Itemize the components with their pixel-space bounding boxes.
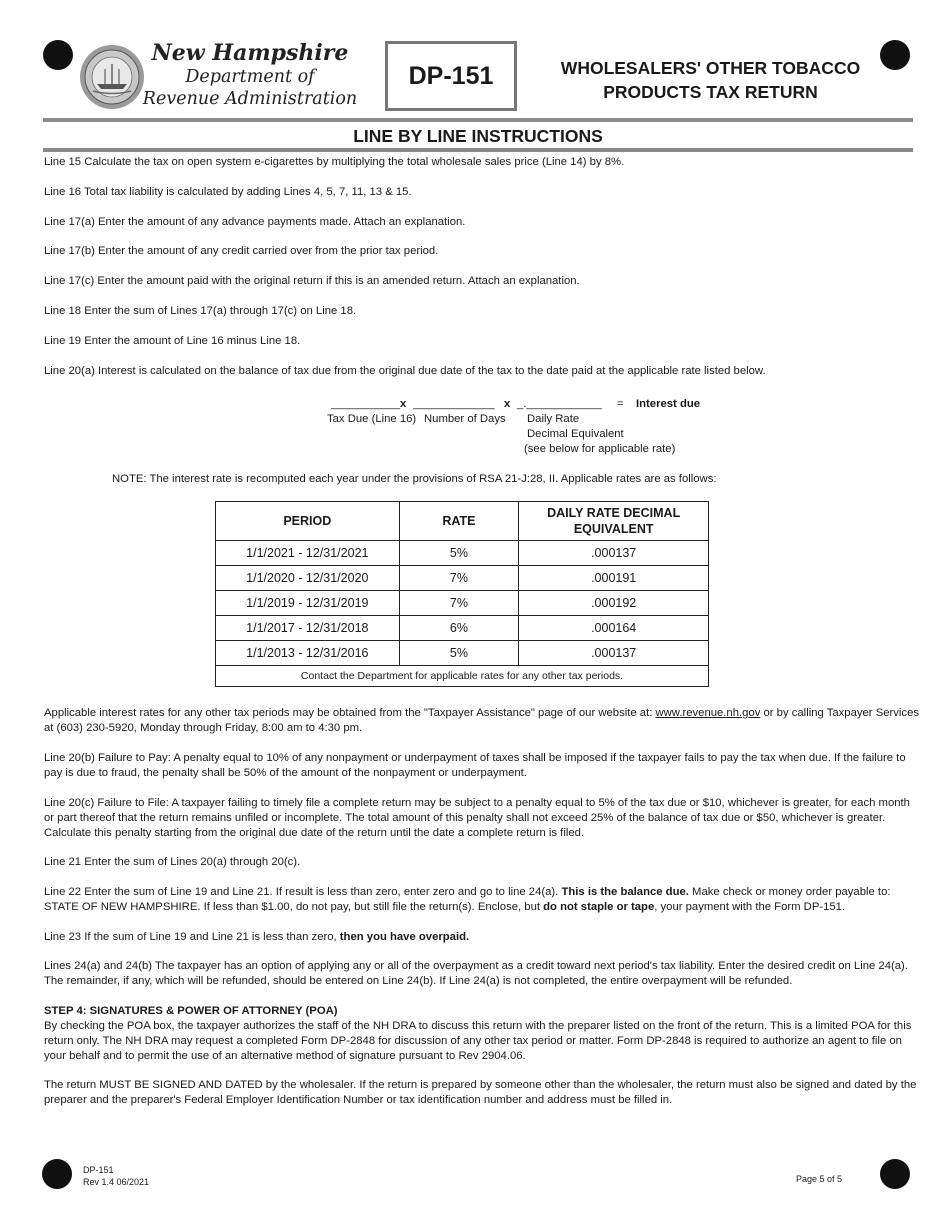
form-title-line1: WHOLESALERS' OTHER TOBACCO [560, 58, 861, 78]
period-cell: 1/1/2017 - 12/31/2018 [216, 616, 400, 641]
table-footer-note: Contact the Department for applicable rates for any other tax periods. [216, 666, 709, 687]
instruction-lines-24: Lines 24(a) and 24(b) The taxpayer has an option of applying any or all of the overpayment as a credit toward next period's tax liability. Enter the desired credit on Line 24(a). The remainder, if any, which will be refunded, should be entered on Line 24(b). If Line 24(a) is not completed, the entire overpayment will be refunded. [44, 960, 908, 987]
footer-form-number: DP-151 [83, 1165, 114, 1175]
table-row [216, 591, 709, 616]
period-cell: 1/1/2019 - 12/31/2019 [216, 591, 400, 616]
footer-revision: Rev 1.4 06/2021 [83, 1177, 150, 1187]
instruction-line-19: Line 19 Enter the amount of Line 16 minus Line 18. [44, 335, 301, 347]
registration-mark [43, 40, 73, 70]
instruction-line-17a: Line 17(a) Enter the amount of any advance payments made. Attach an explanation. [44, 216, 466, 228]
rate-cell: 7% [399, 591, 519, 616]
page-number: Page 5 of 5 [795, 1174, 842, 1184]
table-header-row [216, 502, 709, 541]
form-number: DP-151 [408, 61, 494, 90]
multiply-sign: x [400, 398, 407, 410]
instruction-line-21: Line 21 Enter the sum of Lines 20(a) through 20(c). [44, 856, 301, 868]
instruction-line-17b: Line 17(b) Enter the amount of any credit carried over from the prior tax period. [44, 245, 439, 257]
line-22-text: Make check or money order payable to: STATE OF NEW HAMPSHIRE. If less than $1.00, do not pay, but still file the return(s). Enclose, but [44, 886, 891, 913]
instruction-line-20b: Line 20(b) Failure to Pay: A penalty equal to 10% of any nonpayment or underpayment of taxes shall be imposed if the taxpayer fails to pay the tax when due. If the failure to pay is due to fraud, the penalty shall be 50% of the amount of the nonpayment or underpayment. [44, 752, 906, 779]
table-footer-row [216, 666, 709, 687]
form-title-line2: PRODUCTS TAX RETURN [603, 82, 818, 102]
line-22-text: Line 22 Enter the sum of Line 19 and Line 21. If result is less than zero, enter zero and go to line 24(a). [44, 886, 562, 898]
interest-rate-note: NOTE: The interest rate is recomputed each year under the provisions of RSA 21-J:28, II. Applicable rates are as follows: [112, 473, 717, 485]
step4-body: By checking the POA box, the taxpayer authorizes the staff of the NH DRA to discuss this return with the preparer listed on the front of the return. This is a limited POA for this return only. The NH DRA may request a completed Form DP-2848 for discussion of any other tax period or matter. Form DP-2848 is required to authorize an agent to file on your behalf and to permit the use of an alternative method of signature pursuant to Rev 2904.06. [44, 1020, 912, 1062]
instruction-line-23 [44, 930, 919, 945]
no-staple-emphasis: do not staple or tape [543, 901, 655, 913]
period-cell: 1/1/2021 - 12/31/2021 [216, 541, 400, 566]
column-header: PERIOD [216, 502, 400, 541]
section-heading: LINE BY LINE INSTRUCTIONS [353, 126, 603, 146]
instruction-line-20c: Line 20(c) Failure to File: A taxpayer failing to timely file a complete return may be subject to a penalty equal to 5% of the tax due or $10, whichever is greater, for each month or part thereof that the return remains unfiled or incomplete. The total amount of this penalty shall not exceed 25% of the balance of tax due or $50, whichever is greater. Calculate this penalty starting from the original due date of the return until the date a complete return is filed. [44, 797, 910, 839]
interest-rate-table [215, 501, 709, 687]
tax-due-caption: Tax Due (Line 16) [327, 413, 417, 425]
footer-form-id [83, 1164, 149, 1188]
rate-cell: 7% [399, 566, 519, 591]
instruction-line-22 [44, 885, 919, 915]
agency-name [140, 40, 360, 110]
header-rule-bottom [43, 148, 913, 152]
days-caption: Number of Days [424, 413, 506, 425]
instruction-line-16: Line 16 Total tax liability is calculated by adding Lines 4, 5, 7, 11, 13 & 15. [44, 186, 412, 198]
rate-blank: _.____________ [517, 398, 602, 410]
column-header: DAILY RATE DECIMAL EQUIVALENT [519, 502, 709, 541]
balance-due-emphasis: This is the balance due. [561, 886, 689, 898]
instruction-line-15: Line 15 Calculate the tax on open system e-cigarettes by multiplying the total wholesale sales price (Line 14) by 8%. [44, 156, 625, 168]
daily-rate-cell: .000191 [519, 566, 709, 591]
multiply-sign: x [504, 398, 511, 410]
form-title [548, 56, 873, 104]
rate-cell: 5% [399, 541, 519, 566]
interest-due-label: Interest due [636, 398, 701, 410]
applicable-rates-paragraph [44, 706, 919, 736]
applicable-rates-text: or by calling Taxpayer Services at (603) 230-5920, Monday through Friday, 8:00 am to 4:30 pm. [44, 707, 920, 734]
rate-cell: 6% [399, 616, 519, 641]
daily-rate-cell: .000137 [519, 541, 709, 566]
period-cell: 1/1/2020 - 12/31/2020 [216, 566, 400, 591]
daily-rate-cell: .000137 [519, 641, 709, 666]
daily-rate-cell: .000164 [519, 616, 709, 641]
rate-caption: (see below for applicable rate) [524, 443, 676, 455]
agency-state: New Hampshire [151, 40, 349, 66]
tax-due-blank: ___________ [331, 398, 401, 410]
instruction-line-18: Line 18 Enter the sum of Lines 17(a) through 17(c) on Line 18. [44, 305, 357, 317]
table-row [216, 541, 709, 566]
table-row [216, 616, 709, 641]
registration-mark [42, 1159, 72, 1189]
website-link[interactable]: www.revenue.nh.gov [655, 707, 761, 719]
signature-paragraph: The return MUST BE SIGNED AND DATED by the wholesaler. If the return is prepared by someone other than the wholesaler, the return must also be signed and dated by the preparer and the preparer's Federal Employer Identification Number or tax identification number and address must be filled in. [44, 1079, 917, 1106]
rate-caption: Daily Rate [527, 413, 580, 425]
applicable-rates-text: Applicable interest rates for any other tax periods may be obtained from the "Taxpayer Assistance" page of our website at: [44, 707, 656, 719]
agency-line2: Department of [185, 67, 315, 87]
agency-line3: Revenue Administration [142, 89, 358, 109]
equals-sign: = [617, 398, 624, 410]
table-row [216, 641, 709, 666]
line-23-text: Line 23 If the sum of Line 19 and Line 21 is less than zero, [44, 931, 340, 943]
column-header: RATE [399, 502, 519, 541]
registration-mark [880, 1159, 910, 1189]
state-seal-icon [79, 44, 145, 110]
table-row [216, 566, 709, 591]
daily-rate-cell: .000192 [519, 591, 709, 616]
line-22-text: , your payment with the Form DP-151. [654, 901, 846, 913]
step4-heading: STEP 4: SIGNATURES & POWER OF ATTORNEY (POA) [44, 1005, 338, 1017]
registration-mark [880, 40, 910, 70]
instruction-line-17c: Line 17(c) Enter the amount paid with the original return if this is an amended return. Attach an explanation. [44, 275, 580, 287]
days-blank: _____________ [413, 398, 495, 410]
overpaid-emphasis: then you have overpaid. [339, 931, 470, 943]
rate-cell: 5% [399, 641, 519, 666]
header-rule-top [43, 118, 913, 122]
rate-caption: Decimal Equivalent [527, 428, 624, 440]
form-number-box [385, 41, 517, 111]
instruction-line-20a: Line 20(a) Interest is calculated on the balance of tax due from the original due date of the tax to the date paid at the applicable rate listed below. [44, 365, 766, 377]
period-cell: 1/1/2013 - 12/31/2016 [216, 641, 400, 666]
